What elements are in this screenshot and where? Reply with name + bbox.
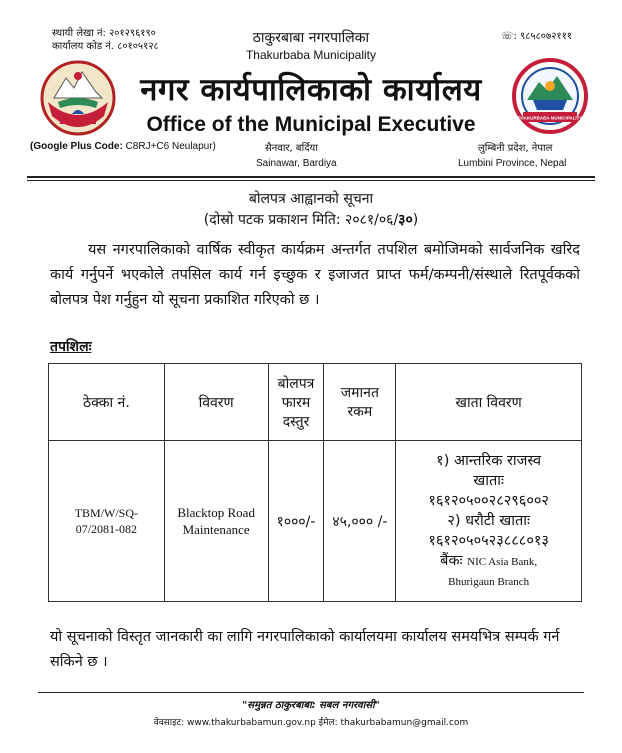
province-np: लुम्बिनी प्रदेश, नेपाल bbox=[478, 143, 553, 154]
cell-account bbox=[396, 441, 582, 602]
col-contract-no: ठेक्का नं. bbox=[49, 364, 165, 441]
slogan: "समुन्नत ठाकुरबाबा: सबल नगरवासी" bbox=[242, 700, 380, 711]
col-security bbox=[324, 364, 396, 441]
contract-no-line2: 07/2081-082 bbox=[75, 522, 138, 536]
municipality-name-np: ठाकुरबाबा नगरपालिका bbox=[252, 30, 370, 46]
municipality-name-en: Thakurbaba Municipality bbox=[245, 48, 377, 62]
nepal-emblem-icon bbox=[38, 58, 118, 136]
address-np: सैनवार, बर्दिया bbox=[265, 143, 318, 154]
bank-label: बैंकः bbox=[440, 552, 463, 569]
office-code: कार्यालय कोड नं. ८०१०५१२८ bbox=[52, 41, 159, 52]
cell-contract-no bbox=[49, 441, 165, 602]
description-line2: Maintenance bbox=[182, 522, 250, 537]
notice-body-text: यस नगरपालिकाको वार्षिक स्वीकृत कार्यक्रम अन्तर्गत तपशिल बमोजिमको सार्वजनिक खरिद कार्य गर्नुपर्ने भएकोले तपसिल कार्य गर्न इच्छुक र इजाजत प्राप्त फर्म/कम्पनी/संस्थाले रितपूर्वकको बोलपत्र पेश गर्नुहुन यो सूचना प्रकाशित गरिएको छ । bbox=[50, 242, 580, 308]
seal-text: THAKURBABA MUNICIPALITY bbox=[517, 115, 583, 121]
col-form-fee-line2: फारम bbox=[281, 394, 311, 411]
notice-title: बोलपत्र आह्वानको सूचना bbox=[248, 191, 374, 207]
google-code-label: (Google Plus Code: bbox=[30, 141, 123, 152]
notice-subtitle-day: ३० bbox=[398, 212, 413, 228]
office-title-en: Office of the Municipal Executive bbox=[146, 113, 476, 136]
contract-no-line1: TBM/W/SQ- bbox=[74, 506, 139, 520]
cell-description bbox=[164, 441, 268, 602]
col-security-line2: रकम bbox=[347, 404, 373, 420]
col-form-fee-line3: दस्तुर bbox=[282, 413, 310, 430]
bank-branch: Bhurigaun Branch bbox=[448, 575, 530, 588]
col-security-line1: जमानत bbox=[340, 385, 379, 401]
col-description: विवरण bbox=[164, 364, 268, 441]
google-plus-code bbox=[30, 141, 216, 152]
bank-line bbox=[396, 551, 581, 572]
acct2-number: १६१२०५०५२३८८८०१३ bbox=[428, 532, 549, 549]
office-title-np: नगर कार्यपालिकाको कार्यालय bbox=[140, 72, 482, 108]
table-header-row bbox=[49, 364, 582, 441]
footer-divider bbox=[38, 692, 584, 693]
acct1-label: १) आन्तरिक राजस्व bbox=[436, 452, 542, 469]
col-account: खाता विवरण bbox=[396, 364, 582, 441]
acct2-label: २) धरौटी खाताः bbox=[447, 512, 530, 529]
phone-number: ☏: ९८५८०७२१११ bbox=[500, 31, 572, 42]
cell-security: ४५,००० /- bbox=[324, 441, 396, 602]
acct1-number: १६१२०५००२८२९६००२ bbox=[428, 492, 549, 509]
google-code-value: C8RJ+C6 Neulapur) bbox=[125, 141, 216, 152]
notice-subtitle-prefix: (दोस्रो पटक प्रकाशन मिति: २०८१/०६/ bbox=[203, 212, 399, 228]
cell-form-fee: १०००/- bbox=[268, 441, 324, 602]
notice-subtitle-suffix: ) bbox=[412, 212, 419, 228]
notice-subtitle bbox=[0, 210, 622, 229]
acct1-label2: खाताः bbox=[473, 472, 504, 489]
contact-note: यो सूचनाको विस्तृत जानकारी का लागि नगरपालिकाको कार्यालयमा कार्यालय समयभित्र सम्पर्क गर्न सकिने छ । bbox=[50, 629, 560, 670]
col-form-fee bbox=[268, 364, 324, 441]
municipality-seal-icon bbox=[511, 56, 589, 138]
header-divider bbox=[27, 176, 595, 178]
table-row bbox=[49, 441, 582, 602]
tender-table bbox=[48, 363, 582, 602]
header-divider-thin bbox=[27, 180, 595, 181]
pan-number: स्थायी लेखा नं: २०१२९६१९० bbox=[52, 28, 156, 39]
col-form-fee-line1: बोलपत्र bbox=[277, 375, 315, 392]
details-heading: तपशिलः bbox=[50, 339, 92, 355]
description-line1: Blacktop Road bbox=[177, 505, 255, 520]
province-en: Lumbini Province, Nepal bbox=[458, 158, 567, 169]
website-email: वेवसाइट: www.thakurbabamun.gov.np ईमेल: thakurbabamun@gmail.com bbox=[153, 718, 469, 728]
bank-name: NIC Asia Bank, bbox=[467, 555, 538, 568]
notice-body bbox=[50, 238, 580, 313]
address-en: Sainawar, Bardiya bbox=[256, 158, 337, 169]
